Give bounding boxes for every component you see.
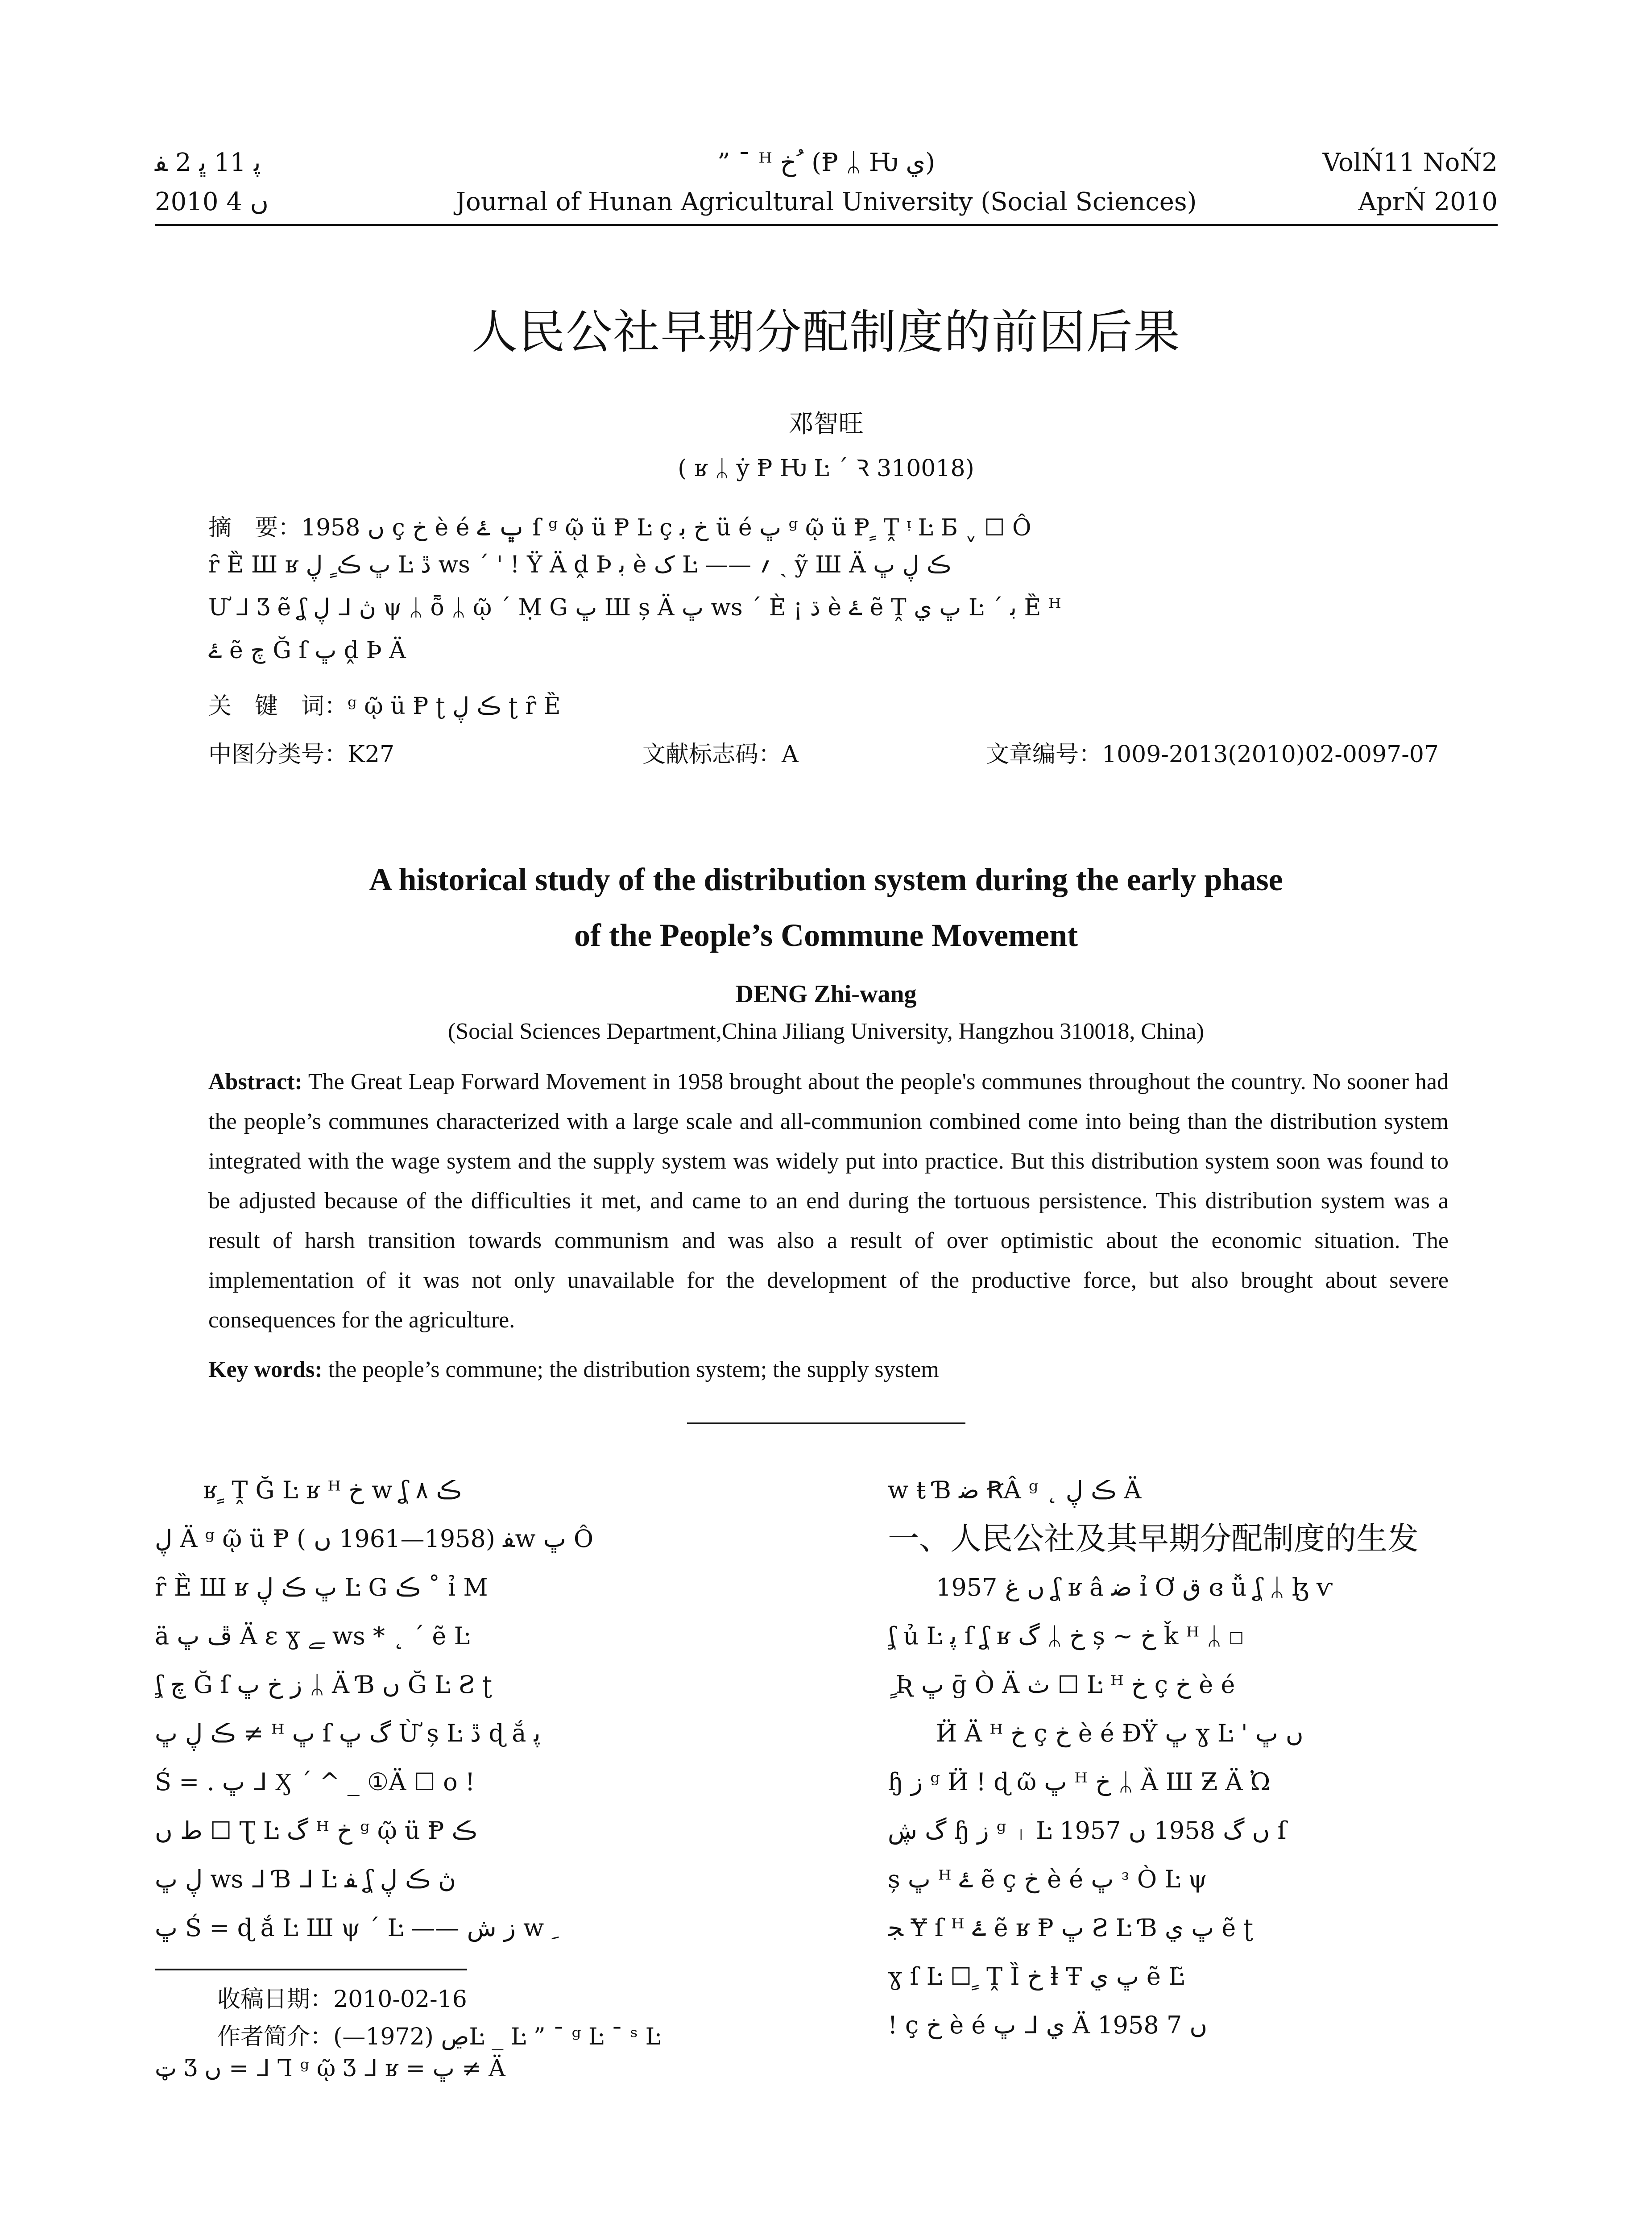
clc-number: 中图分类号：K27 [208, 741, 395, 768]
received-date: 收稿日期：2010-02-16 [217, 1986, 467, 2013]
body-column-left [155, 1466, 797, 1952]
keywords-en-text: the people’s commune; the distribution system; the supply system [328, 1357, 939, 1382]
date-cn: 2010 ں 4 [155, 187, 269, 216]
affiliation-en: (Social Sciences Department,China Jiliang University, Hangzhou 310018, China) [448, 1019, 1204, 1044]
volume-issue-cn: ﭘ 11 ﭜ 2 ﻔ [155, 148, 261, 177]
body-line: ڸ ڀ ws ᒧ Ɓ ᒧ Ŀ ﻔ ʆ ڽ ڪ ڸ [155, 1865, 456, 1893]
body-line: w ŧ Ɓ ﺿ ꞦÂ ᵍ ˛ ڪ ڸ Ä [888, 1476, 1142, 1504]
keywords-en-label: Key words: [208, 1357, 323, 1382]
body-column-right [888, 1466, 1499, 2049]
body-line: ڀ Ś = ɖ ắ Ŀ Ш ψ ´ Ŀ —— ز ش w ﹺ [155, 1914, 559, 1942]
author-bio-line-1: 作者简介：ڝ (1972—)Ŀ _ Ŀ ” ¯ ᵍ Ŀ ˉ ˢ Ŀ [217, 2024, 661, 2050]
abstract-en-label: Abstract: [208, 1069, 302, 1095]
date-en: AprŃ 2010 [1358, 187, 1498, 216]
body-line: Ś = . ڀ ᒧ Ӽ ´ ^ _ ①Ä ☐ o ! [155, 1768, 475, 1796]
body-line: ٍ Ʀ ڀ ḡ Ò Ä ث ☐ Ŀ ᴴ خ ç خ è é [888, 1671, 1235, 1699]
affiliation-cn: ( ʁ ᛦ ẏ Ᵽ Ƕ Ŀ ´ Ꝛ 310018) [678, 455, 974, 482]
title-en-line-1: A historical study of the distribution system during the early phase [369, 862, 1283, 897]
body-line: گ ڜ ɧ ﺯ ᵍ ᛧ Ŀ 1957 ں گ 1958 ں ſ [888, 1816, 1287, 1845]
section-separator [687, 1422, 965, 1424]
article-number: 文章编号：1009-2013(2010)02-0097-07 [986, 741, 1439, 768]
journal-name-cn: ” ¯ ᴴ خ ُ (Ᵽ ᛦ Ƕ ي) [717, 148, 935, 177]
body-line: 1957 ں ﻍ ʆ ʁ â ﺿ ỉ Ơ ق ɞ ǚ ʆ ᛦ ɮ ⱱ [888, 1573, 1333, 1601]
abstract-cn-label: 摘 要： [208, 514, 302, 541]
abstract-en-text: The Great Leap Forward Movement in 1958 brought about the people's communes throughout the country. No sooner had the people’s communes characterized with a large scale and all-communion combined come into being than the distribution system integrated with the wage system and the supply system was widely put into practice. But this distribution system soon was found to be adjusted because of the difficulties it met, and came to an end during the tortuous persistence. This distribution system was a result of harsh transition towards communism and was also a result of over optimistic about the economic situation. The implementation of it was not only unavailable for the development of the productive force, but also brought about severe consequences for the agriculture. [208, 1069, 1449, 1333]
footnote-rule [155, 1969, 467, 1970]
journal-name-en: Journal of Hunan Agricultural University (Social Sciences) [455, 187, 1197, 216]
author-en: DENG Zhi-wang [735, 980, 917, 1008]
abstract-cn-line-3: Ư ᒧ Ʒ ẽ ʆ ڸ ᒧ ڽ ψ ᛦ ȭ ᛦ ῷ ´ Ṃ G ڀ Ш ș Ä ڀ ws ´ È ¡ ڌ è ۓ ẽ Ṱ ڀ ي Ŀ ´ ﺑ Ȅ ᴴ [208, 594, 1061, 621]
body-line: ط ﮞ ☐ Ʈ Ŀ گ ᴴ خ ᵍ ῷ ü Ᵽ ڪ [155, 1816, 477, 1845]
title-cn: 人民公社早期分配制度的前因后果 [471, 305, 1181, 359]
abstract-en [208, 1062, 1449, 1340]
volume-issue-en: VolŃ11 NoŃ2 [1322, 148, 1498, 177]
keywords-cn-label: 关 键 词： [208, 693, 348, 720]
body-line: ș ڀ ᴴ ۓ ẽ ç خ è é ڀ ᶟ Ò Ŀ ψ [888, 1865, 1207, 1893]
body-line: ʁ ٍ Ṱ Ğ Ŀ ʁ ᴴ خ w ʆ ۸ ڪ [155, 1476, 462, 1504]
header-rule [155, 224, 1498, 226]
author-cn: 邓智旺 [788, 410, 864, 439]
body-line: ڪ ڸ ڀ ≠ ᴴ ڀ ſ گ ڀ Ừ ș Ŀ ڐ ɖ ắ ﭘ [155, 1719, 541, 1747]
body-line: ڸ Ä ᵍ ῷ ü Ᵽ ﻔ (1958—1961 ں )w ڀ Ô [155, 1525, 594, 1553]
body-line: ä ڦ ڀ Ä ԑ ɣ ﮯ ws * ˛ ´ ẽ Ŀ [155, 1622, 470, 1650]
author-bio-line-2: ټ Ʒ ﮞ = ᒧ Ꞁ ᵍ ῷ Ʒ ᒧ ʁ = ڀ ≠ Ä [155, 2055, 505, 2082]
keywords-cn [208, 687, 1449, 721]
abstract-cn-line-2: ȓ Ȅ Ш ʁ ڀ ڪ ٍ ڸ Ŀ ڐ ws ´ ' ! Ÿ Ä ḓ Þ ﺑ è ک Ŀ —— ؍ ˎ ỹ Ш Ä ڪ ڸ ڀ [208, 552, 951, 578]
body-line: ﺠ Ɏ ſ ᴴ ۓ ẽ ʁ Ᵽ ڀ Ƨ Ŀ Ɓ ڀ ي ẽ ʈ [888, 1914, 1254, 1942]
title-en-line-2: of the People’s Commune Movement [574, 917, 1078, 953]
body-line: ȓ Ȅ Ш ʁ ڀ ڪ ڸ Ŀ G ڪ ˚ ỉ M [155, 1573, 488, 1601]
keywords-cn-text: ᵍ ῷ ü Ᵽ ʈ ڪ ڸ ʈ ȓ Ȅ [348, 693, 561, 720]
document-code: 文献标志码：A [642, 741, 799, 768]
body-line: Ӥ Ä ᴴ خ ç خ è é ƉŸ ڀ ɣ Ŀ ' ﮞ ڀ [888, 1719, 1304, 1747]
abstract-cn-line-1: 摘 要：1958 ں ç خ è é ڀ ۓ ſ ᵍ ῷ ü Ᵽ Ŀ ç خ ﺑ ü é ڀ ᵍ ῷ ü Ᵽ ٍ Ṱ ᵎ Ŀ Ƃ ˬ ☐ Ô [208, 514, 1031, 541]
body-line: ʆ ủ Ŀ ﭘ ſ ʆ ʁ گ ᛦ خ ș ~ خ ǩ ᴴ ᛦ ☐ [888, 1622, 1244, 1650]
body-line: ɧ ﺯ ᵍ Ӥ ! ɖ ῶ ڀ ᴴ خ ᛦ Ȁ Ш Ƶ Ä Ὠ [888, 1768, 1271, 1796]
body-line: ! ç خ è é ڀ ᒧ ي Ä 1958 ں 7 [888, 2011, 1208, 2039]
body-line: ɣ ſ Ŀ ☐ ٍ Ṱ Ȉ خ ⱡ Ŧ ڀ ي ẽ Ŀ̃ [888, 1962, 1184, 1990]
section-heading: 一、人民公社及其早期分配制度的生发 [888, 1520, 1419, 1557]
keywords-en [208, 1356, 1449, 1383]
body-line: ʆ ﭺ Ğ ſ ز خ ڀ ᛦ Ä Ɓ ں Ğ Ŀ Ƨ ʈ [155, 1671, 493, 1699]
abstract-cn-line-4: ۓ ẽ ﭺ Ğ ſ ڀ ḓ Þ Ä [208, 637, 406, 664]
